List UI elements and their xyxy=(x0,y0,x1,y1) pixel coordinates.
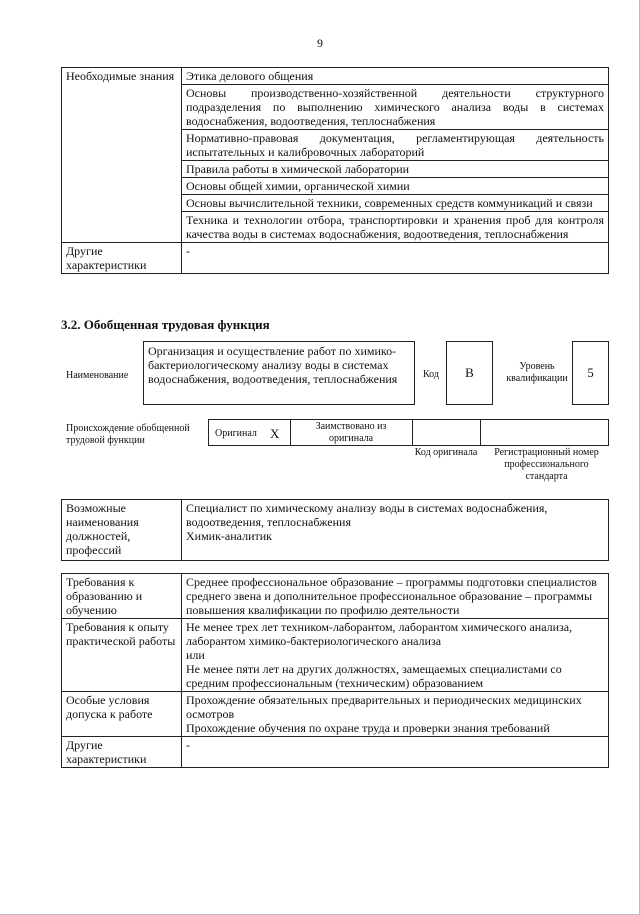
other-characteristics-value: - xyxy=(182,737,609,768)
positions-table xyxy=(61,499,609,561)
experience-line: Не менее пяти лет на других должностях, замещаемых специалистами со средним профессиональным (техническим) образованием xyxy=(186,662,562,690)
other-characteristics-value: - xyxy=(182,243,609,274)
position-line: Химик-аналитик xyxy=(186,529,273,543)
positions-label: Возможные наименования должностей, профессий xyxy=(62,500,182,561)
experience-line: Не менее трех лет техником-лаборантом, лаборантом химического анализа, лаборантом химико-бактериологического анализа xyxy=(186,620,573,648)
experience-line: или xyxy=(186,648,205,662)
original-mark: X xyxy=(270,426,280,441)
special-condition-line: Прохождение обязательных предварительных и периодических медицинских осмотров xyxy=(186,693,582,721)
knowledge-label: Необходимые знания xyxy=(62,68,182,243)
code-label: Код xyxy=(423,369,439,380)
function-name-box: Организация и осуществление работ по химико-бактериологическому анализу воды в системах водоснабжения, водоотведения, теплоснабжения xyxy=(143,341,415,405)
experience-label: Требования к опыту практической работы xyxy=(62,619,182,692)
qualification-level-label: Уровень квалификации xyxy=(506,361,568,384)
function-code-box: B xyxy=(446,341,493,405)
origin-divider xyxy=(412,419,413,446)
knowledge-item: Основы производственно-хозяйственной деятельности структурного подразделения по выполнению химического анализа воды в системах водоснабжения, водоотведения, теплоснабжения xyxy=(182,85,609,130)
knowledge-item: Правила работы в химической лаборатории xyxy=(182,161,609,178)
special-conditions-label: Особые условия допуска к работе xyxy=(62,692,182,737)
knowledge-item: Основы общей химии, органической химии xyxy=(182,178,609,195)
origin-divider xyxy=(290,419,291,446)
registration-number-caption: Регистрационный номер профессионального стандарта xyxy=(494,447,599,482)
education-label: Требования к образованию и обучению xyxy=(62,574,182,619)
section-heading: 3.2. Обобщенная трудовая функция xyxy=(61,317,270,332)
special-conditions-value xyxy=(182,692,609,737)
other-characteristics-label: Другие характеристики xyxy=(62,243,182,274)
knowledge-item: Основы вычислительной техники, современных средств коммуникаций и связи xyxy=(182,195,609,212)
position-line: Специалист по химическому анализу воды в системах водоснабжения, водоотведения, теплоснабжения xyxy=(186,501,548,529)
other-characteristics-label: Другие характеристики xyxy=(62,737,182,768)
origin-divider xyxy=(480,419,481,446)
requirements-table xyxy=(61,573,609,768)
original-label: Оригинал xyxy=(215,428,257,439)
education-value: Среднее профессиональное образование – программы подготовки специалистов среднего звена и дополнительное профессиональное образование – программы повышения квалификации по профилю деятельности xyxy=(182,574,609,619)
knowledge-item: Этика делового общения xyxy=(182,68,609,85)
original-code-caption: Код оригинала xyxy=(414,447,478,458)
knowledge-item: Техника и технологии отбора, транспортировки и хранения проб для контроля качества воды в системах водоснабжения, водоотведения, теплоснабжения xyxy=(182,212,609,243)
qualification-level-box: 5 xyxy=(572,341,609,405)
origin-frame xyxy=(208,419,609,446)
page-number: 9 xyxy=(317,36,323,50)
knowledge-item: Нормативно-правовая документация, регламентирующая деятельность испытательных и калибровочных лабораторий xyxy=(182,130,609,161)
special-condition-line: Прохождение обучения по охране труда и проверки знания требований xyxy=(186,721,550,735)
positions-value xyxy=(182,500,609,561)
knowledge-table xyxy=(61,67,609,274)
origin-label: Происхождение обобщенной трудовой функции xyxy=(66,423,190,446)
experience-value xyxy=(182,619,609,692)
name-label: Наименование xyxy=(66,370,129,381)
borrowed-label: Заимствовано из оригинала xyxy=(315,421,387,444)
